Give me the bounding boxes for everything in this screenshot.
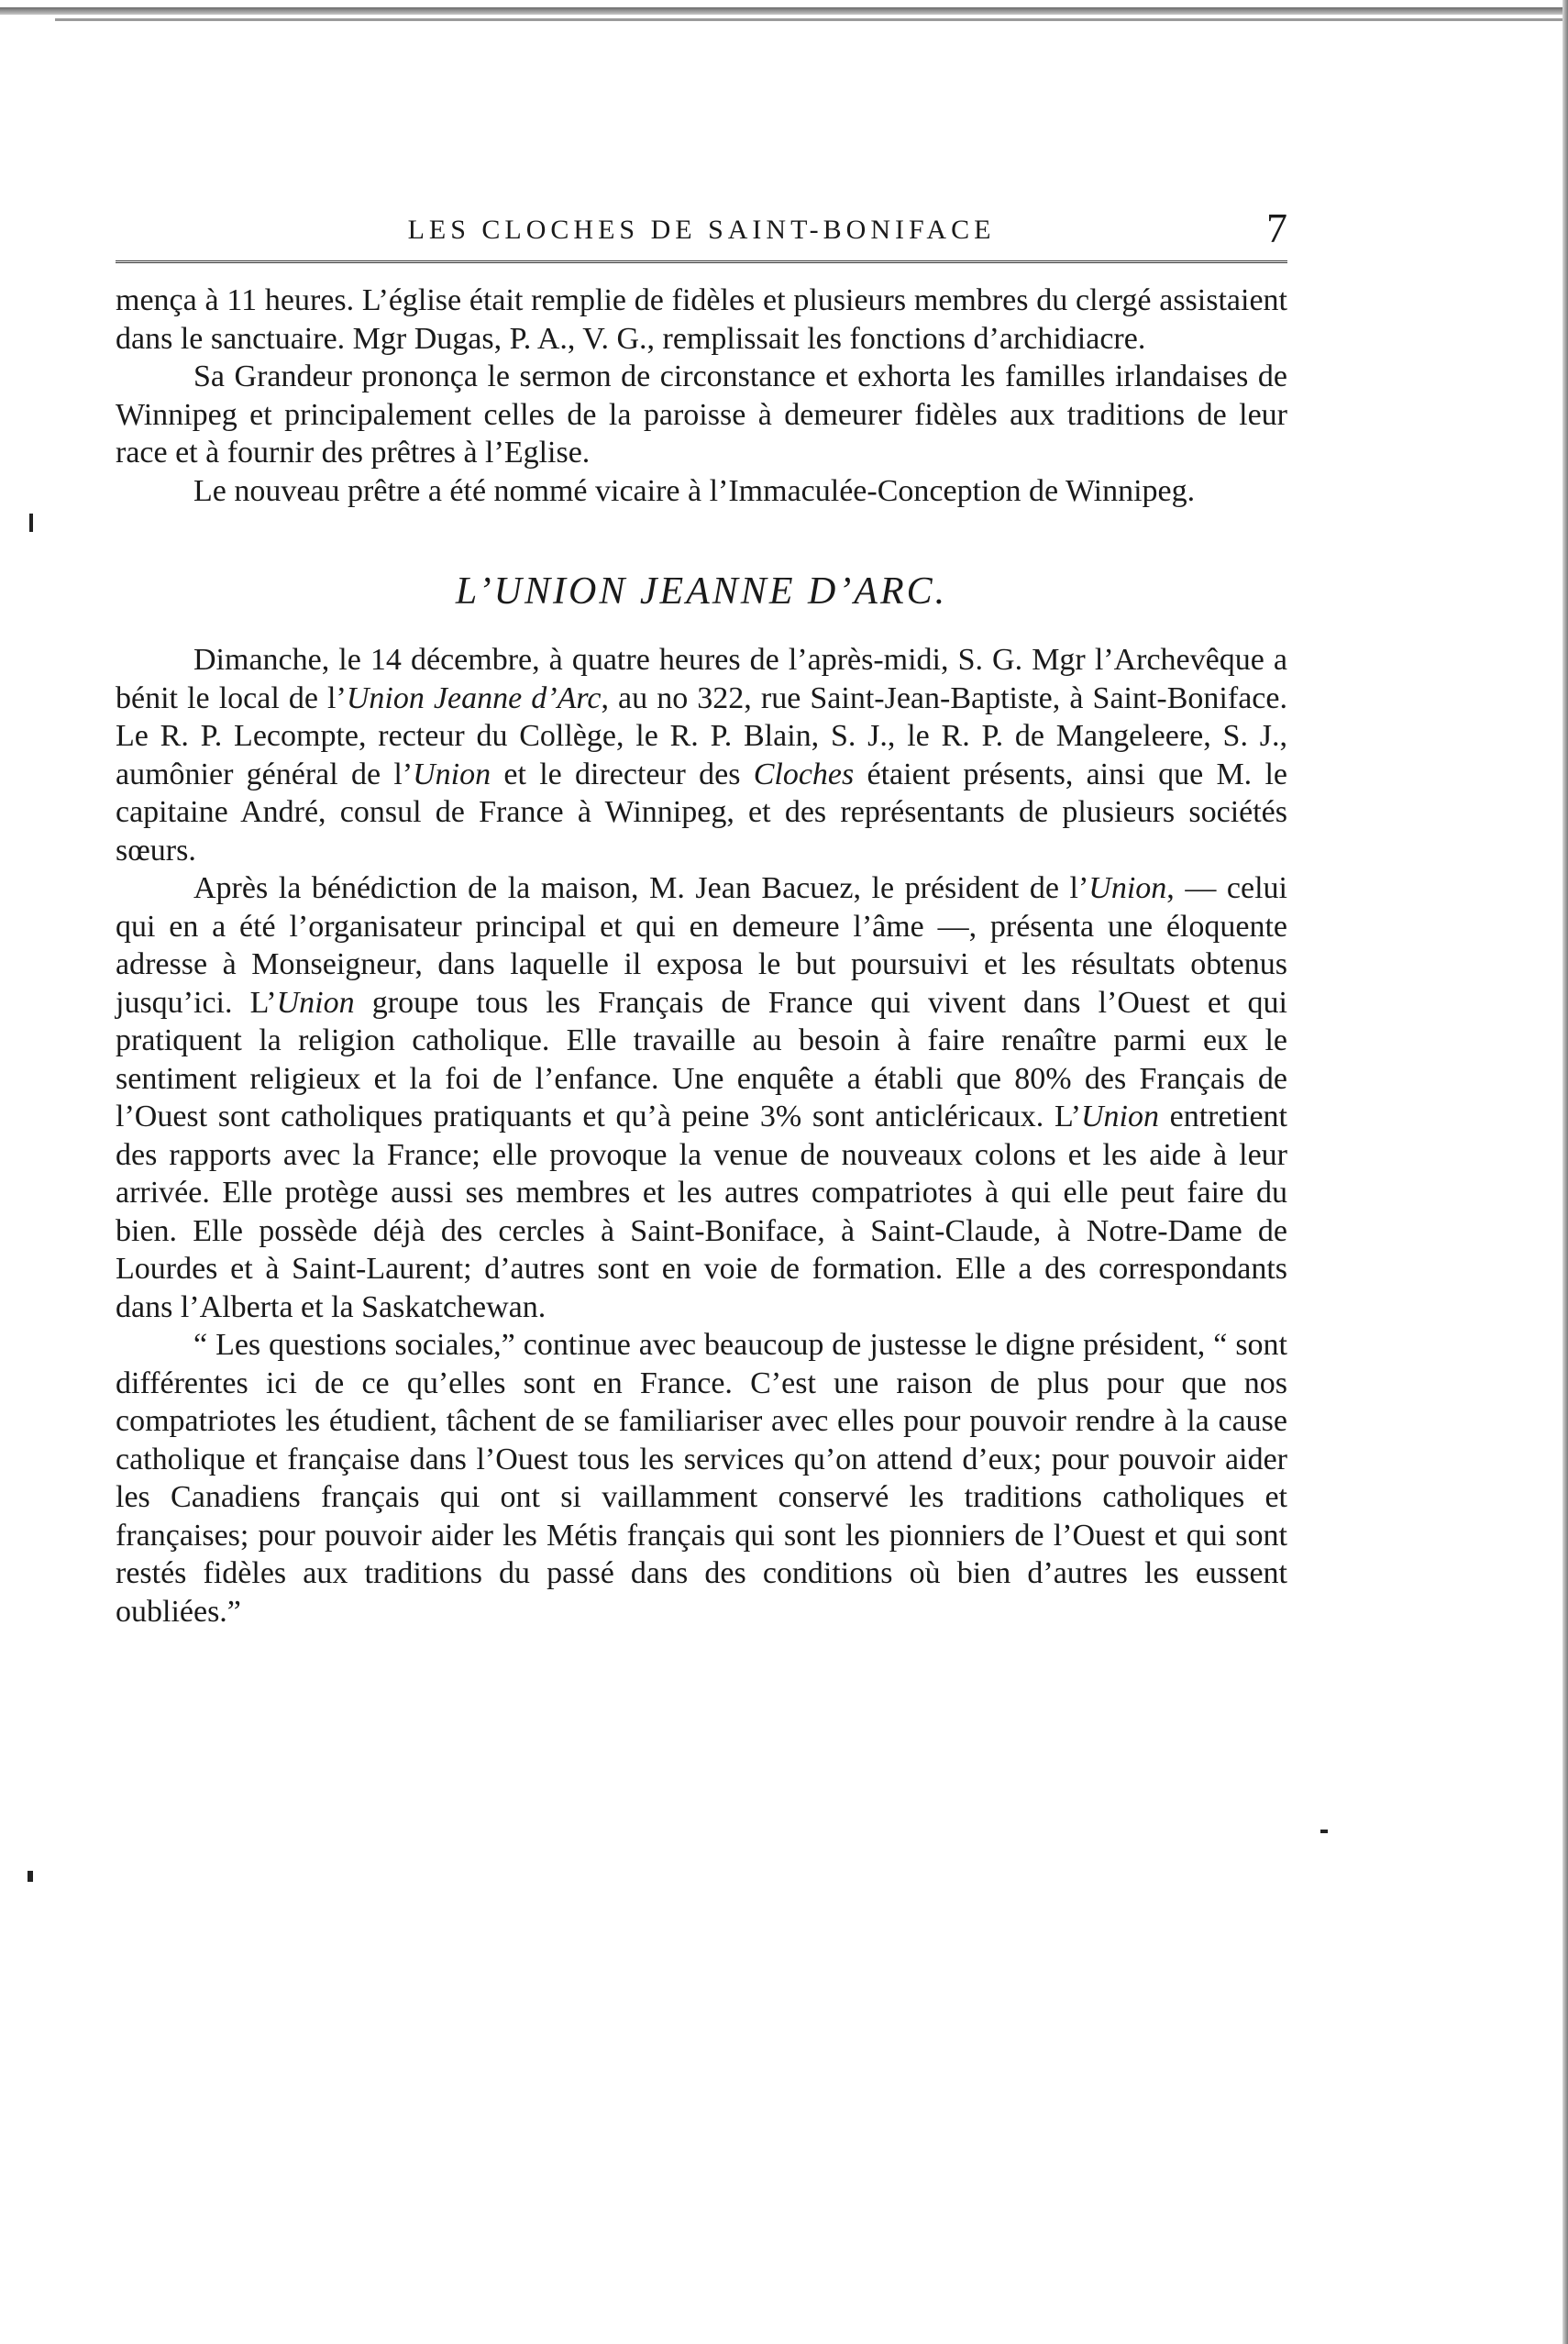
scan-speck — [29, 514, 33, 532]
scan-speck — [28, 1871, 33, 1882]
section-title: L’UNION JEANNE D’ARC. — [455, 570, 948, 613]
text-run: groupe tous les Français de France qui vivent dans l’Ouest et qui pratiquent la religion catholique. Elle travaille au besoin à faire renaître parmi eux le sentiment religieux et la foi de l’enfance. Une enquête a établi que 80% des Français de l’Ouest sont catholiques pratiquants et qu’à peine 3% sont anticléricaux. L’ — [116, 985, 1288, 1133]
section-text — [116, 641, 1287, 1631]
scan-edge-right — [1562, 0, 1568, 2344]
text-run: , — celui qui en a été l’organisateur principal et qui en demeure l’âme —, présenta une éloquente adresse à Monseigneur, dans laquelle il exposa le but poursuivi et les résultats obtenus jusqu’ici. L’ — [116, 871, 1288, 1020]
paragraph: mença à 11 heures. L’église était remplie de fidèles et plusieurs membres du clergé assistaient dans le sanctuaire. Mgr Dugas, P. A., V. G., remplissait les fonctions d’archidiacre. — [116, 283, 1287, 356]
scan-edge-line — [55, 18, 1568, 21]
italic-run: Union — [1088, 871, 1167, 905]
scan-edge-top — [0, 7, 1568, 15]
page-number: 7 — [1266, 205, 1287, 251]
text-run: et le directeur des — [491, 757, 754, 791]
text-run: Dimanche, le 14 décembre, à quatre heures de l’après-midi, S. G. Mgr l’Archevêque a bénit le local de l’ — [116, 643, 1287, 715]
paragraph — [116, 641, 1287, 869]
italic-run: Union — [276, 985, 355, 1020]
running-title: LES CLOCHES DE SAINT-BONIFACE — [407, 215, 996, 245]
paragraph: Le nouveau prêtre a été nommé vicaire à l’Immaculée-Conception de Winnipeg. — [193, 473, 1196, 508]
running-head — [116, 204, 1287, 263]
book-page — [116, 204, 1287, 1631]
intro-text — [116, 282, 1287, 510]
italic-run: Union — [413, 757, 491, 791]
text-run: Après la bénédiction de la maison, M. Jean Bacuez, le président de l’ — [193, 871, 1089, 905]
text-run: entretient des rapports avec la France; elle provoque la venue de nouveaux colons et les aide à leur arrivée. Elle protège aussi ses membres et les autres compatriotes à qui elle peut faire du bien. Elle possède déjà des cercles à Saint-Boniface, à Saint-Claude, à Notre-Dame de Lourdes et à Saint-Laurent; d’autres sont en voie de formation. Elle a des correspondants dans l’Alberta et la Saskatchewan. — [116, 1100, 1287, 1324]
italic-run: Cloches — [753, 757, 855, 791]
paragraph: “ Les questions sociales,” continue avec beaucoup de justesse le digne président, “ sont différentes ici de ce qu’elles sont en France. C’est une raison de plus pour que nos compatriotes les étudient, tâchent de se familiariser avec elles pour pouvoir rendre à la cause catholique et française dans l’Ouest tous les services qu’on attend d’eux; pour pouvoir aider les Canadiens français qui ont si vaillamment conservé les traditions catholiques et françaises; pour pouvoir aider les Métis français qui sont les pionniers de l’Ouest et qui sont restés fidèles aux traditions du passé dans des conditions où bien d’autres les eussent oubliées.” — [116, 1328, 1287, 1629]
scan-speck — [1320, 1830, 1328, 1833]
italic-run: Union Jeanne d’Arc — [346, 680, 602, 715]
paragraph — [116, 869, 1287, 1326]
italic-run: Union — [1080, 1100, 1159, 1133]
paragraph: Sa Grandeur prononça le sermon de circonstance et exhorta les familles irlandaises de Winnipeg et principalement celles de la paroisse à demeurer fidèles aux traditions de leur race et à fournir des prêtres à l’Eglise. — [116, 359, 1287, 470]
text-run: , au no 322, rue Saint-Jean-Baptiste, à Saint-Boniface. Le R. P. Lecompte, recteur du Collège, le R. P. Blain, S. J., le R. P. de Mangeleere, S. J., aumônier général de l’ — [116, 680, 1287, 791]
text-run: étaient présents, ainsi que M. le capitaine André, consul de France à Winnipeg, et des représentants de plusieurs sociétés sœurs. — [116, 757, 1287, 868]
